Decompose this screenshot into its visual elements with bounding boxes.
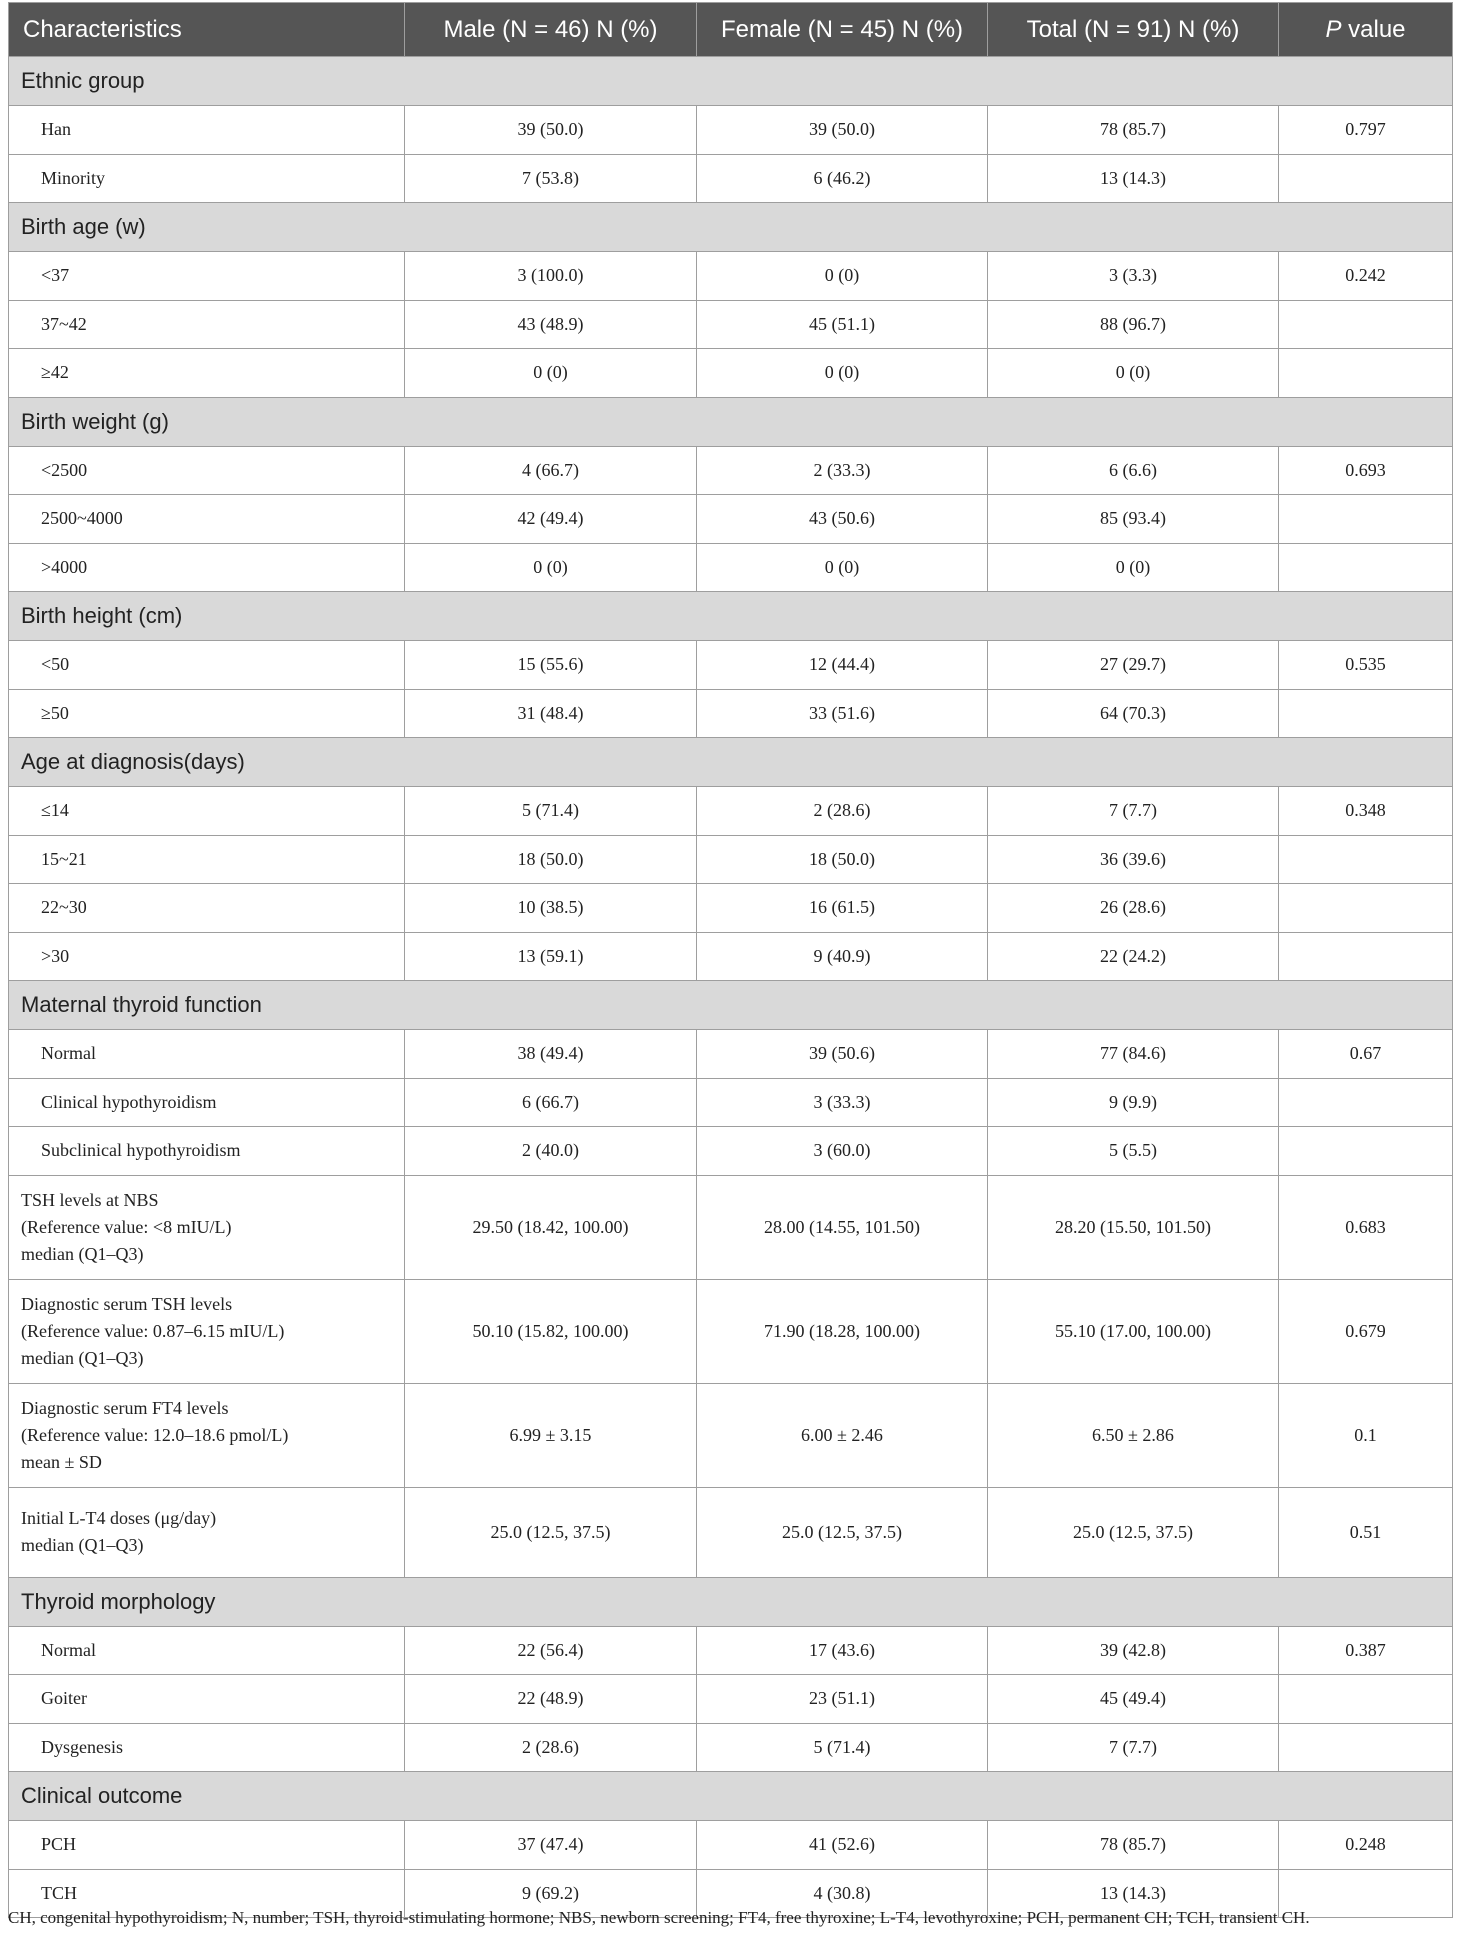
p-value xyxy=(1279,1127,1453,1176)
row-label-line: median (Q1–Q3) xyxy=(21,1243,144,1264)
header-male: Male (N = 46) N (%) xyxy=(405,3,697,57)
section-row xyxy=(9,1577,1453,1626)
total-value: 27 (29.7) xyxy=(988,641,1279,690)
male-value: 7 (53.8) xyxy=(405,154,697,203)
p-value: 0.683 xyxy=(1279,1175,1453,1279)
p-value xyxy=(1279,1723,1453,1772)
row-label: >4000 xyxy=(9,543,405,592)
section-thyroid-morphology: Thyroid morphology xyxy=(9,1577,1453,1626)
total-value: 64 (70.3) xyxy=(988,689,1279,738)
table-row xyxy=(9,1030,1453,1079)
table-row xyxy=(9,1675,1453,1724)
section-maternal-thyroid: Maternal thyroid function xyxy=(9,981,1453,1030)
row-label: <2500 xyxy=(9,446,405,495)
table-row xyxy=(9,689,1453,738)
table-row xyxy=(9,1078,1453,1127)
row-label: 22~30 xyxy=(9,884,405,933)
male-value: 43 (48.9) xyxy=(405,300,697,349)
total-value: 77 (84.6) xyxy=(988,1030,1279,1079)
header-p-suffix: value xyxy=(1341,15,1406,43)
total-value: 7 (7.7) xyxy=(988,1723,1279,1772)
female-value: 33 (51.6) xyxy=(697,689,988,738)
table-row xyxy=(9,446,1453,495)
row-label xyxy=(9,1383,405,1487)
row-label-line: Initial L-T4 doses (μg/day) xyxy=(21,1508,217,1528)
p-value: 0.248 xyxy=(1279,1821,1453,1870)
male-value: 4 (66.7) xyxy=(405,446,697,495)
male-value: 0 (0) xyxy=(405,543,697,592)
total-value: 78 (85.7) xyxy=(988,106,1279,155)
p-value: 0.693 xyxy=(1279,446,1453,495)
header-row xyxy=(9,3,1453,57)
total-value: 6.50 ± 2.86 xyxy=(988,1383,1279,1487)
row-label: ≥50 xyxy=(9,689,405,738)
table-row xyxy=(9,349,1453,398)
section-row xyxy=(9,981,1453,1030)
section-birth-age: Birth age (w) xyxy=(9,203,1453,252)
table-row xyxy=(9,252,1453,301)
section-birth-weight: Birth weight (g) xyxy=(9,397,1453,446)
row-label: Han xyxy=(9,106,405,155)
male-value: 15 (55.6) xyxy=(405,641,697,690)
male-value: 0 (0) xyxy=(405,349,697,398)
total-value: 5 (5.5) xyxy=(988,1127,1279,1176)
female-value: 45 (51.1) xyxy=(697,300,988,349)
header-characteristics: Characteristics xyxy=(9,3,405,57)
male-value: 31 (48.4) xyxy=(405,689,697,738)
table-row-multiline xyxy=(9,1487,1453,1577)
row-label xyxy=(9,1487,405,1577)
male-value: 2 (40.0) xyxy=(405,1127,697,1176)
male-value: 38 (49.4) xyxy=(405,1030,697,1079)
p-value: 0.679 xyxy=(1279,1279,1453,1383)
female-value: 17 (43.6) xyxy=(697,1626,988,1675)
total-value: 0 (0) xyxy=(988,543,1279,592)
female-value: 0 (0) xyxy=(697,349,988,398)
row-label: Subclinical hypothyroidism xyxy=(9,1127,405,1176)
female-value: 4 (30.8) xyxy=(697,1869,988,1918)
total-value: 26 (28.6) xyxy=(988,884,1279,933)
row-label-line: TSH levels at NBS xyxy=(21,1189,159,1210)
male-value: 42 (49.4) xyxy=(405,495,697,544)
row-label: Normal xyxy=(9,1626,405,1675)
p-value xyxy=(1279,349,1453,398)
p-value xyxy=(1279,932,1453,981)
male-value: 10 (38.5) xyxy=(405,884,697,933)
table-row xyxy=(9,1127,1453,1176)
row-label: Dysgenesis xyxy=(9,1723,405,1772)
total-value: 6 (6.6) xyxy=(988,446,1279,495)
table-footnote: CH, congenital hypothyroidism; N, number; TSH, thyroid-stimulating hormone; NBS, newborn screening; FT4, free thyroxine; L-T4, levothyroxine; PCH, permanent CH; TCH, transient CH. xyxy=(8,1908,1310,1927)
male-value: 6 (66.7) xyxy=(405,1078,697,1127)
total-value: 39 (42.8) xyxy=(988,1626,1279,1675)
male-value: 37 (47.4) xyxy=(405,1821,697,1870)
female-value: 71.90 (18.28, 100.00) xyxy=(697,1279,988,1383)
total-value: 88 (96.7) xyxy=(988,300,1279,349)
total-value: 13 (14.3) xyxy=(988,1869,1279,1918)
p-value xyxy=(1279,884,1453,933)
p-value xyxy=(1279,1675,1453,1724)
total-value: 85 (93.4) xyxy=(988,495,1279,544)
female-value: 28.00 (14.55, 101.50) xyxy=(697,1175,988,1279)
table-row xyxy=(9,495,1453,544)
female-value: 3 (60.0) xyxy=(697,1127,988,1176)
p-value: 0.535 xyxy=(1279,641,1453,690)
row-label-line: median (Q1–Q3) xyxy=(21,1535,144,1555)
section-row xyxy=(9,57,1453,106)
male-value: 25.0 (12.5, 37.5) xyxy=(405,1487,697,1577)
section-birth-height: Birth height (cm) xyxy=(9,592,1453,641)
table-row-multiline xyxy=(9,1383,1453,1487)
row-label xyxy=(9,1279,405,1383)
total-value: 0 (0) xyxy=(988,349,1279,398)
section-row xyxy=(9,1772,1453,1821)
row-label: ≤14 xyxy=(9,787,405,836)
table-row-multiline xyxy=(9,1279,1453,1383)
female-value: 25.0 (12.5, 37.5) xyxy=(697,1487,988,1577)
female-value: 12 (44.4) xyxy=(697,641,988,690)
female-value: 43 (50.6) xyxy=(697,495,988,544)
table-row xyxy=(9,932,1453,981)
row-label-line: (Reference value: <8 mIU/L) xyxy=(21,1216,232,1237)
male-value: 3 (100.0) xyxy=(405,252,697,301)
male-value: 29.50 (18.42, 100.00) xyxy=(405,1175,697,1279)
female-value: 3 (33.3) xyxy=(697,1078,988,1127)
row-label: Clinical hypothyroidism xyxy=(9,1078,405,1127)
total-value: 28.20 (15.50, 101.50) xyxy=(988,1175,1279,1279)
female-value: 6.00 ± 2.46 xyxy=(697,1383,988,1487)
p-value xyxy=(1279,300,1453,349)
male-value: 22 (48.9) xyxy=(405,1675,697,1724)
p-value xyxy=(1279,689,1453,738)
row-label-line: (Reference value: 0.87–6.15 mIU/L) xyxy=(21,1320,285,1341)
total-value: 25.0 (12.5, 37.5) xyxy=(988,1487,1279,1577)
row-label: ≥42 xyxy=(9,349,405,398)
row-label: Minority xyxy=(9,154,405,203)
p-value xyxy=(1279,835,1453,884)
female-value: 16 (61.5) xyxy=(697,884,988,933)
p-value xyxy=(1279,495,1453,544)
row-label: 15~21 xyxy=(9,835,405,884)
table-row xyxy=(9,154,1453,203)
male-value: 13 (59.1) xyxy=(405,932,697,981)
table-row xyxy=(9,543,1453,592)
row-label xyxy=(9,1175,405,1279)
total-value: 78 (85.7) xyxy=(988,1821,1279,1870)
female-value: 39 (50.0) xyxy=(697,106,988,155)
female-value: 0 (0) xyxy=(697,252,988,301)
total-value: 36 (39.6) xyxy=(988,835,1279,884)
p-value xyxy=(1279,1078,1453,1127)
female-value: 2 (33.3) xyxy=(697,446,988,495)
section-ethnic-group: Ethnic group xyxy=(9,57,1453,106)
female-value: 2 (28.6) xyxy=(697,787,988,836)
row-label: PCH xyxy=(9,1821,405,1870)
table-row-multiline xyxy=(9,1175,1453,1279)
header-female: Female (N = 45) N (%) xyxy=(697,3,988,57)
row-label-line: Diagnostic serum FT4 levels xyxy=(21,1397,229,1418)
p-value: 0.348 xyxy=(1279,787,1453,836)
total-value: 3 (3.3) xyxy=(988,252,1279,301)
row-label-line: median (Q1–Q3) xyxy=(21,1347,144,1368)
female-value: 5 (71.4) xyxy=(697,1723,988,1772)
row-label: TCH xyxy=(9,1869,405,1918)
p-value: 0.387 xyxy=(1279,1626,1453,1675)
p-value xyxy=(1279,154,1453,203)
table-row xyxy=(9,1723,1453,1772)
table-row xyxy=(9,884,1453,933)
female-value: 18 (50.0) xyxy=(697,835,988,884)
male-value: 6.99 ± 3.15 xyxy=(405,1383,697,1487)
section-row xyxy=(9,203,1453,252)
table-row xyxy=(9,787,1453,836)
table-row xyxy=(9,1821,1453,1870)
row-label-line: Diagnostic serum TSH levels xyxy=(21,1293,233,1314)
male-value: 9 (69.2) xyxy=(405,1869,697,1918)
table-row xyxy=(9,835,1453,884)
p-value xyxy=(1279,543,1453,592)
row-label: <50 xyxy=(9,641,405,690)
row-label: 2500~4000 xyxy=(9,495,405,544)
table-row xyxy=(9,1626,1453,1675)
section-age-at-diagnosis: Age at diagnosis(days) xyxy=(9,738,1453,787)
male-value: 2 (28.6) xyxy=(405,1723,697,1772)
characteristics-table xyxy=(8,2,1453,1918)
total-value: 45 (49.4) xyxy=(988,1675,1279,1724)
p-value: 0.242 xyxy=(1279,252,1453,301)
total-value: 7 (7.7) xyxy=(988,787,1279,836)
table-row xyxy=(9,106,1453,155)
total-value: 9 (9.9) xyxy=(988,1078,1279,1127)
p-value: 0.1 xyxy=(1279,1383,1453,1487)
row-label: Goiter xyxy=(9,1675,405,1724)
row-label: <37 xyxy=(9,252,405,301)
header-p-letter: P xyxy=(1325,15,1342,43)
row-label: Normal xyxy=(9,1030,405,1079)
section-row xyxy=(9,738,1453,787)
total-value: 55.10 (17.00, 100.00) xyxy=(988,1279,1279,1383)
table-row xyxy=(9,300,1453,349)
total-value: 13 (14.3) xyxy=(988,154,1279,203)
female-value: 23 (51.1) xyxy=(697,1675,988,1724)
row-label: 37~42 xyxy=(9,300,405,349)
p-value: 0.51 xyxy=(1279,1487,1453,1577)
male-value: 22 (56.4) xyxy=(405,1626,697,1675)
section-row xyxy=(9,592,1453,641)
male-value: 50.10 (15.82, 100.00) xyxy=(405,1279,697,1383)
row-label-line: (Reference value: 12.0–18.6 pmol/L) xyxy=(21,1424,289,1445)
male-value: 18 (50.0) xyxy=(405,835,697,884)
table-row xyxy=(9,641,1453,690)
female-value: 9 (40.9) xyxy=(697,932,988,981)
male-value: 5 (71.4) xyxy=(405,787,697,836)
female-value: 41 (52.6) xyxy=(697,1821,988,1870)
female-value: 6 (46.2) xyxy=(697,154,988,203)
total-value: 22 (24.2) xyxy=(988,932,1279,981)
female-value: 0 (0) xyxy=(697,543,988,592)
row-label: >30 xyxy=(9,932,405,981)
male-value: 39 (50.0) xyxy=(405,106,697,155)
characteristics-table-container xyxy=(8,2,1452,1918)
p-value: 0.67 xyxy=(1279,1030,1453,1079)
p-value: 0.797 xyxy=(1279,106,1453,155)
header-total: Total (N = 91) N (%) xyxy=(988,3,1279,57)
row-label-line: mean ± SD xyxy=(21,1451,102,1472)
section-row xyxy=(9,397,1453,446)
section-clinical-outcome: Clinical outcome xyxy=(9,1772,1453,1821)
female-value: 39 (50.6) xyxy=(697,1030,988,1079)
header-p-value xyxy=(1279,3,1453,57)
